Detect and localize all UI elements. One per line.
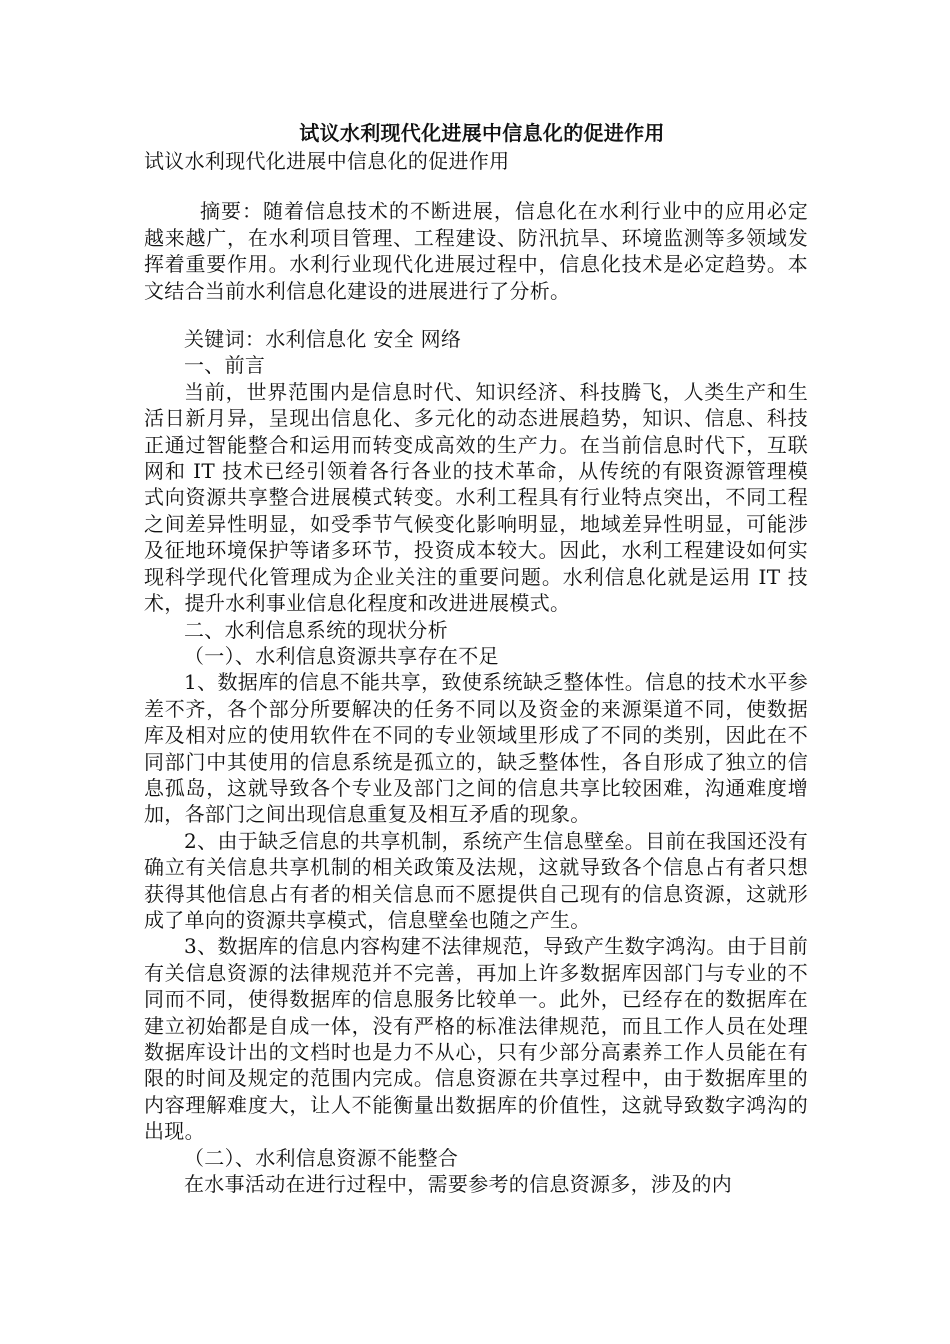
document-title: 试议水利现代化进展中信息化的促进作用 <box>299 121 665 145</box>
document-subtitle: 试议水利现代化进展中信息化的促进作用 <box>144 149 510 173</box>
final-paragraph: 在水事活动在进行过程中，需要参考的信息资源多，涉及的内 <box>184 1172 733 1197</box>
list-item-3: 3、数据库的信息内容构建不法律规范，导致产生数字鸿沟。由于目前有关信息资源的法律规范并不完善，再加上许多数据库因部门与专业的不同而不同，使得数据库的信息服务比较单一。此外，已经存在的数据库在建立初始都是自成一体，没有严格的标准法律规范，而且工作人员在处理数据库设计出的文档时也是力不从心，只有少部分高素养工作人员能在有限的时间及规定的范围内完成。信息资源在共享过程中，由于数据库里的内容理解难度大，让人不能衡量出数据库的价值性，这就导致数字鸿沟的出现。 <box>144 934 808 1144</box>
list-item-2: 2、由于缺乏信息的共享机制，系统产生信息壁垒。目前在我国还没有确立有关信息共享机制的相关政策及法规，这就导致各个信息占有者只想获得其他信息占有者的相关信息而不愿提供自己现有的信息资源，这就形成了单向的资源共享模式，信息壁垒也随之产生。 <box>144 828 808 932</box>
document-page <box>144 118 808 1197</box>
keywords-line: 关键词：水利信息化 安全 网络 <box>184 327 462 352</box>
subsection-heading-sharing: （一）、水利信息资源共享存在不足 <box>184 643 499 668</box>
subsection-heading-integration: （二）、水利信息资源不能整合 <box>184 1145 459 1170</box>
section-heading-intro: 一、前言 <box>184 353 266 378</box>
section-heading-status: 二、水利信息系统的现状分析 <box>184 617 448 642</box>
list-item-1: 1、数据库的信息不能共享，致使系统缺乏整体性。信息的技术水平参差不齐，各个部分所要解决的任务不同以及资金的来源渠道不同，使数据库及相对应的使用软件在不同的专业领域里形成了不同的类别，因此在不同部门中其使用的信息系统是孤立的，缺乏整体性，各自形成了独立的信息孤岛，这就导致各个专业及部门之间的信息共享比较困难，沟通难度增加，各部门之间出现信息重复及相互矛盾的现象。 <box>144 670 808 827</box>
intro-paragraph: 当前，世界范围内是信息时代、知识经济、科技腾飞，人类生产和生活日新月异，呈现出信息化、多元化的动态进展趋势，知识、信息、科技正通过智能整合和运用而转变成高效的生产力。在当前信息时代下，互联网和 IT 技术已经引领着各行各业的技术革命，从传统的有限资源管理模式向资源共享整合进展模式转变。水利工程具有行业特点突出，不同工程之间差异性明显，如受季节气候变化影响明显，地域差异性明显，可能涉及征地环境保护等诸多环节，投资成本较大。因此，水利工程建设如何实现科学现代化管理成为企业关注的重要问题。水利信息化就是运用 IT 技术，提升水利事业信息化程度和改进进展模式。 <box>144 379 808 616</box>
abstract-paragraph: 摘要：随着信息技术的不断进展，信息化在水利行业中的应用必定越来越广，在水利项目管理、工程建设、防汛抗旱、环境监测等多领域发挥着重要作用。水利行业现代化进展过程中，信息化技术是必定趋势。本文结合当前水利信息化建设的进展进行了分析。 <box>144 199 808 303</box>
